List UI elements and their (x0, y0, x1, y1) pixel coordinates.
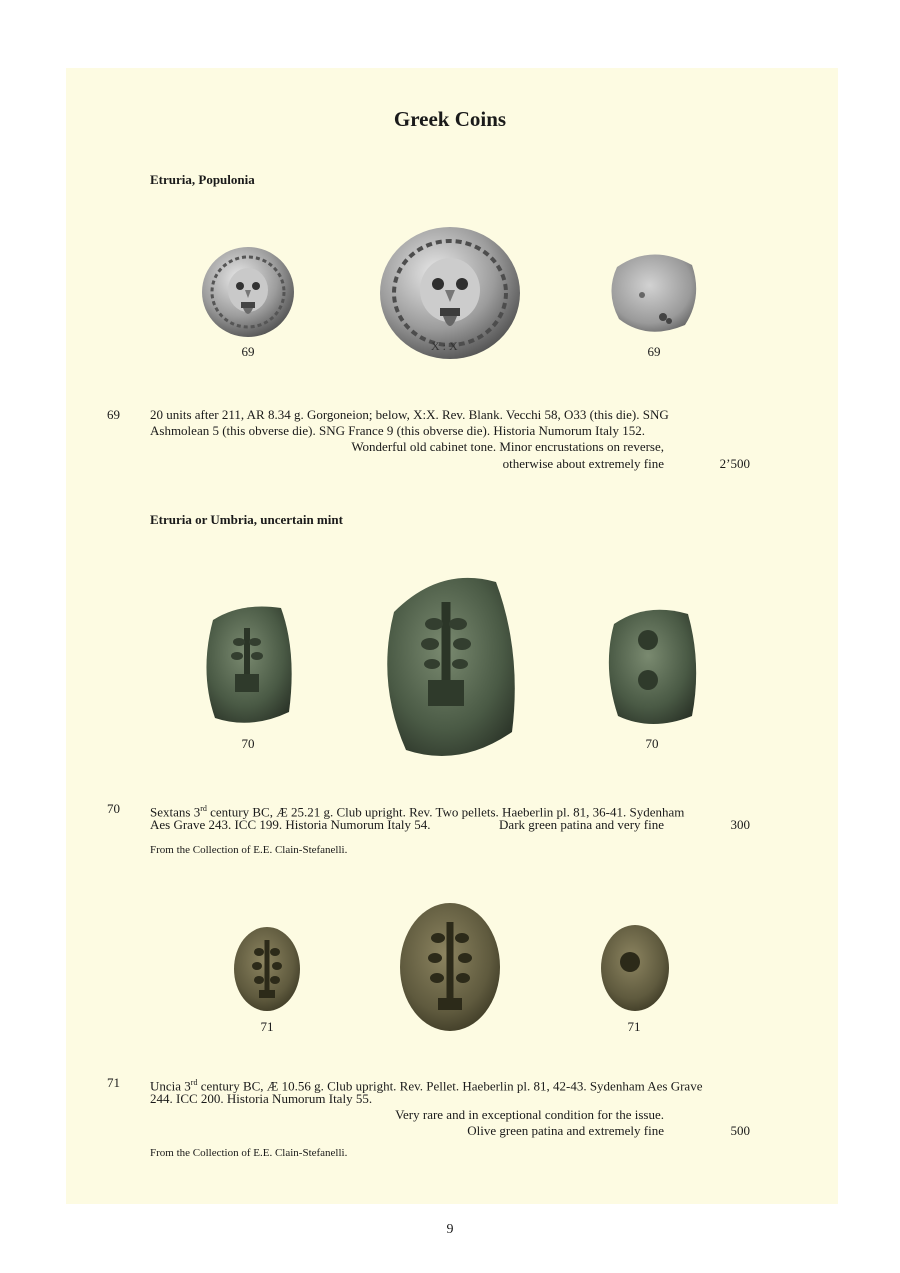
coin-70-obverse-enlarged (380, 572, 520, 760)
coin-69-reverse (607, 247, 699, 335)
figure-label: 69 (241, 344, 255, 359)
lot-condition: Wonderful old cabinet tone. Minor encrustations on reverse, (351, 439, 664, 454)
lot-provenance: From the Collection of E.E. Clain-Stefanelli. (150, 844, 348, 856)
lot-condition: Olive green patina and extremely fine (467, 1123, 664, 1138)
lot-condition: Dark green patina and very fine (499, 817, 664, 832)
coin-71-obverse (233, 926, 301, 1012)
page-number: 9 (446, 1222, 454, 1237)
lot-condition: Very rare and in exceptional condition for the issue. (395, 1107, 664, 1122)
lot-condition: otherwise about extremely fine (502, 456, 664, 471)
lot-provenance: From the Collection of E.E. Clain-Stefanelli. (150, 1147, 348, 1159)
figure-label: 71 (627, 1019, 641, 1034)
lot-description-line2: Aes Grave 243. ICC 199. Historia Numorum Italy 54. (150, 817, 431, 832)
lot-price: 2’500 (719, 456, 750, 471)
lot-description-line1: 20 units after 211, AR 8.34 g. Gorgoneion; below, X:X. Rev. Blank. Vecchi 58, O33 (this die). SNG (150, 407, 669, 422)
coin-71-obverse-enlarged (399, 902, 501, 1032)
coin-69-obverse (201, 246, 295, 338)
svg-text:X : X: X : X (431, 339, 458, 353)
figure-label: 69 (647, 344, 661, 359)
lot-description-line1: Uncia 3rd century BC, Æ 10.56 g. Club upright. Rev. Pellet. Haeberlin pl. 81, 42-43. Sydenham Aes Grave (150, 1078, 703, 1094)
lot-number: 69 (107, 407, 120, 422)
coin-70-obverse (201, 602, 295, 728)
figure-label: 71 (260, 1019, 274, 1034)
lot-price: 300 (730, 817, 750, 832)
section-heading-populonia: Etruria, Populonia (150, 172, 255, 187)
lot-number: 70 (107, 801, 120, 816)
section-heading-uncertain-mint: Etruria or Umbria, uncertain mint (150, 512, 343, 527)
lot-number: 71 (107, 1075, 120, 1090)
lot-description-line2: 244. ICC 200. Historia Numorum Italy 55. (150, 1091, 373, 1106)
figure-label: 70 (645, 736, 659, 751)
lot-description-line2: Ashmolean 5 (this obverse die). SNG France 9 (this obverse die). Historia Numorum Italy 152. (150, 423, 645, 438)
figure-label: 70 (241, 736, 255, 751)
coin-70-reverse (606, 604, 698, 728)
lot-price: 500 (730, 1123, 750, 1138)
page-title: Greek Coins (393, 107, 507, 131)
lot-description-line1: Sextans 3rd century BC, Æ 25.21 g. Club upright. Rev. Two pellets. Haeberlin pl. 81, 36-41. Sydenham (150, 804, 685, 820)
coin-71-reverse (600, 924, 670, 1012)
coin-69-obverse-enlarged (379, 226, 521, 360)
